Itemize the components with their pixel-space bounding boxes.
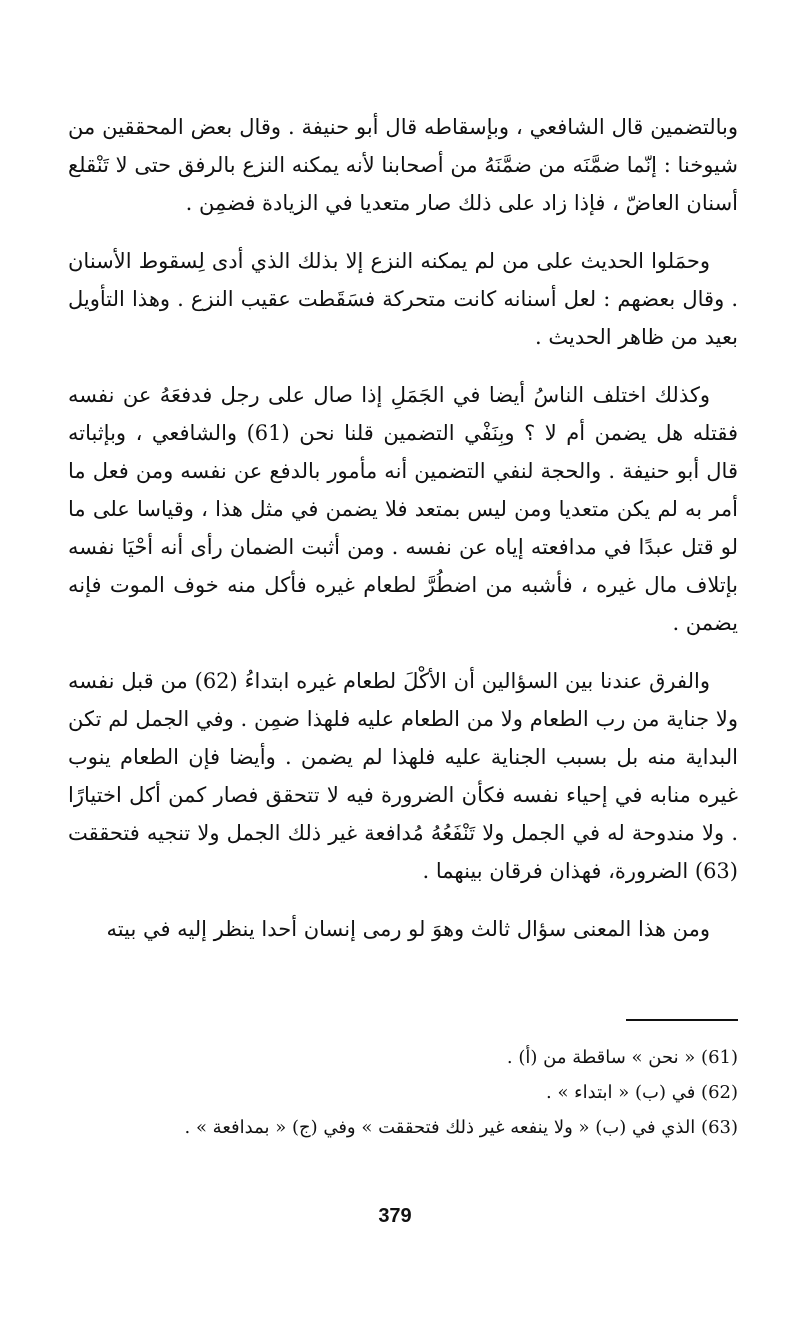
footnotes (68, 1040, 738, 1145)
paragraph-2: وحمَلوا الحديث على من لم يمكنه النزع إلا بذلك الذي أدى لِسقوط الأسنان . وقال بعضهم : لعل أسنانه كانت متحركة فسَقَطت عقيب النزع . وهذا التأويل بعيد من ظاهر الحديث . (68, 249, 738, 349)
main-text (68, 108, 738, 968)
footnote-divider (626, 1019, 738, 1021)
paragraph-1: وبالتضمين قال الشافعي ، وبإسقاطه قال أبو حنيفة . وقال بعض المحققين من شيوخنا : إنّما ضمَّنَه من ضمَّنَهُ من أصحابنا لأنه يمكنه النزع بالرفق حتى لا تَنْقلع أسنان العاضّ ، فإذا زاد على ذلك صار متعديا في الزيادة فضمِن . (68, 115, 738, 215)
footnote-61: (61) « نحن » ساقطة من (أ) . (506, 1047, 738, 1068)
page-number: 379 (378, 1205, 412, 1227)
footnote-62: (62) في (ب) « ابتداء » . (546, 1082, 738, 1103)
paragraph-5: ومن هذا المعنى سؤال ثالث وهوَ لو رمى إنسان أحدا ينظر إليه في بيته (106, 917, 710, 941)
paragraph-3: وكذلك اختلف الناسُ أيضا في الجَمَلِ إذا صال على رجل فدفعَهُ عن نفسه فقتله هل يضمن أم لا ؟ وبِنَفْي التضمين قلنا نحن (61) والشافعي ، وبإثباته قال أبو حنيفة . والحجة لنفي التضمين أنه مأمور بالدفع عن نفسه ومن فعل ما أمر به لم يكن متعديا ومن ليس بمتعد فلا يضمن في مثل هذا ، وقياسا على ما لو قتل عبدًا في مدافعته إياه عن نفسه . ومن أثبت الضمان رأى أنه أحْيَا نفسه بإتلاف مال غيره ، فأشبه من اضطُرَّ لطعام غيره فأكل منه خوف الموت فإنه يضمن . (68, 383, 738, 635)
footnote-63: (63) الذي في (ب) « ولا ينفعه غير ذلك فتحققت » وفي (ج) « بمدافعة » . (184, 1117, 738, 1138)
paragraph-4: والفرق عندنا بين السؤالين أن الأكْلَ لطعام غيره ابتداءُ (62) من قبل نفسه ولا جناية من رب الطعام ولا من الطعام عليه فلهذا ضمِن . وفي الجمل لم تكن البداية منه بل بسبب الجناية عليه فلهذا لم يضمن . وأيضا فإن الطعام ينوب غيره منابه في إحياء نفسه فكأن الضرورة فيه لا تتحقق فصار كمن أكل اختيارًا . ولا مندوحة له في الجمل ولا تَنْفَعُهُ مُدافعة غير ذلك الجمل ولا تنجيه فتحققت (63) الضرورة، فهذان فرقان بينهما . (68, 669, 738, 883)
